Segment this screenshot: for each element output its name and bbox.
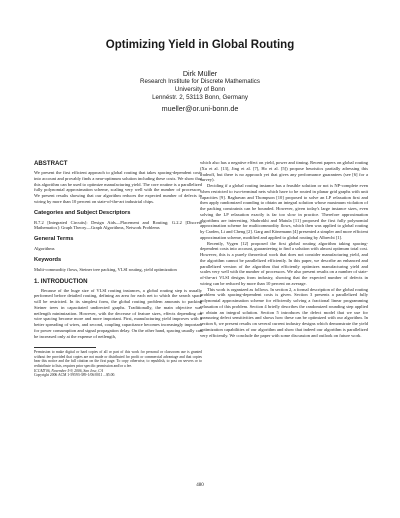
author-block: [0, 70, 400, 113]
paper-title: Optimizing Yield in Global Routing: [105, 39, 295, 51]
right-paragraph-2: Deciding if a global routing instance has a feasible solution or not is NP-complete even when restricted to two-terminal nets which have to be routed in planar grid graphs with unit capacities [9]. Raghavan and Thompson [10] proposed to solve an LP relaxation first and then apply randomized rounding to obtain an integral solution whose maximum violation of the packing constraints can be bounded. However, given today's large instance sizes, even solving the LP relaxation exactly is far too slow in practice. Therefore approximation algorithms are interesting. Shahrokhi and Matula [11] proposed the first fully polynomial approximation scheme for multicommodity flows, which then was applied to global routing by Carden, Li and Cheng [2]. Garg and Könemann [4] presented a simpler and more efficient approximation scheme, modified and applied to global routing by Albrecht [1].: [200, 183, 368, 240]
author-institute: Research Institute for Discrete Mathematics: [139, 78, 260, 86]
author-email: mueller@or.uni-bonn.de: [161, 104, 239, 114]
introduction-text: Because of the huge size of VLSI routing instances, a global routing step is usually performed before detailed routing, defining an area for each net to which the search space will be restricted. In its simplest form, the global routing problem amounts to packing Steiner trees in capacitated undirected graphs. Traditionally, the main objective was netlength minimization. However, with the decrease of feature sizes, effects depending on wire spacing become more and more important. First, manufacturing yield improves with a better spreading of wires, and second, coupling capacitance becomes increasingly important for power consumption and signal propagation delay. On the other hand, spacing usually can be increased only at the expense of netlength,: [34, 287, 202, 339]
categories-text: B.7.2 [Integrated Circuits]: Design Aids—Placement and Routing; G.2.2 [Discrete Mathematics]: Graph Theory—Graph Algorithms, Network Problems: [34, 219, 202, 231]
copyright-text: Copyright 2006 ACM 1-59593-389-1/06/0011 ...$5.00.: [34, 373, 116, 378]
right-paragraph-4: This work is organized as follows. In section 2, a formal description of the global routing problem with spacing-dependent costs is given. Section 3 presents a parallelized fully polynomial approximation scheme for efficiently solving a fractional linear programming relaxation of this problem. Section 4 briefly describes the randomized rounding step applied to obtain an integral solution. Section 5 introduces the defect model that we use for measuring defect sensitivities and shows how these can be optimized with our algorithm. In section 6, we present results on several current industry designs which demonstrate the yield optimization capabilities of our algorithm and show that indeed our algorithm is parallelized very efficiently. We conclude the paper with some discussion and outlook on future work.: [200, 286, 368, 338]
author-address: Lennéstr. 2, 53113 Bonn, Germany: [152, 94, 248, 102]
left-column: [34, 160, 202, 378]
permission-footnote: [34, 350, 202, 378]
page-number: 480: [196, 483, 204, 488]
right-column: [200, 160, 368, 338]
right-paragraph-1: which also has a negative effect on yield, power and timing. Recent papers on global routing (Xu et al. [13], Jing et al. [7], Ho et al. [5]) propose heuristics partially adressing this tradeoff, but there is no approach yet that gives any performance guarantees (see [6] for a survey).: [200, 160, 368, 183]
footnote-rule: [34, 347, 96, 348]
abstract-text: We present the first efficient approach to global routing that takes spacing-dependent costs into account and provably finds a near-optimum solution including these costs. We show that this algorithm can be used to optimize manufacturing yield. The core routine is a parallelized fully polynomial approximation scheme, scaling very well with the number of processors. We present results showing that our algorithm reduces the expected number of defects in wiring by more than 10 percent on state-of-the-art industrial chips.: [34, 170, 202, 204]
abstract-heading: ABSTRACT: [34, 160, 68, 167]
author-name: Dirk Müller: [182, 69, 218, 78]
author-university: University of Bonn: [174, 86, 226, 94]
right-paragraph-3: Recently, Vygen [12] proposed the first global routing algorithm taking spacing-dependent costs into account, guaranteeing to find a solution with almost optimum total cost. However, this is a purely theoretical work that does not consider manufacturing yield, and the algorithm cannot be parallelized efficiently. In this paper, we describe an enhanced and parallelized version of the algorithm that efficiently optimizes manufacturing yield and scales very well with the number of processors. We also present results on a number of state-of-the-art VLSI designs from industry, showing that the expected number of defects in wiring can be reduced by more than 10 percent on average.: [200, 240, 368, 286]
categories-heading: Categories and Subject Descriptors: [34, 209, 131, 216]
keywords-heading: Keywords: [34, 256, 62, 263]
keywords-text: Multi-commodity flows, Steiner tree packing, VLSI routing, yield optimization: [34, 266, 177, 272]
general-terms-text: Algorithms: [34, 246, 55, 251]
general-terms-heading: General Terms: [34, 236, 74, 242]
conference-text: ICCAD'06, November 5-9, 2006, San Jose, CA: [34, 368, 103, 373]
introduction-heading: 1. INTRODUCTION: [34, 277, 88, 285]
permission-text: Permission to make digital or hard copies of all or part of this work for personal or classroom use is granted without fee provided that copies are not made or distributed for profit or commercial advantage and that copies bear this notice and the full citation on the first page. To copy otherwise, to republish, to post on servers or to redistribute to lists, requires prior specific permission and/or a fee.: [34, 350, 202, 369]
